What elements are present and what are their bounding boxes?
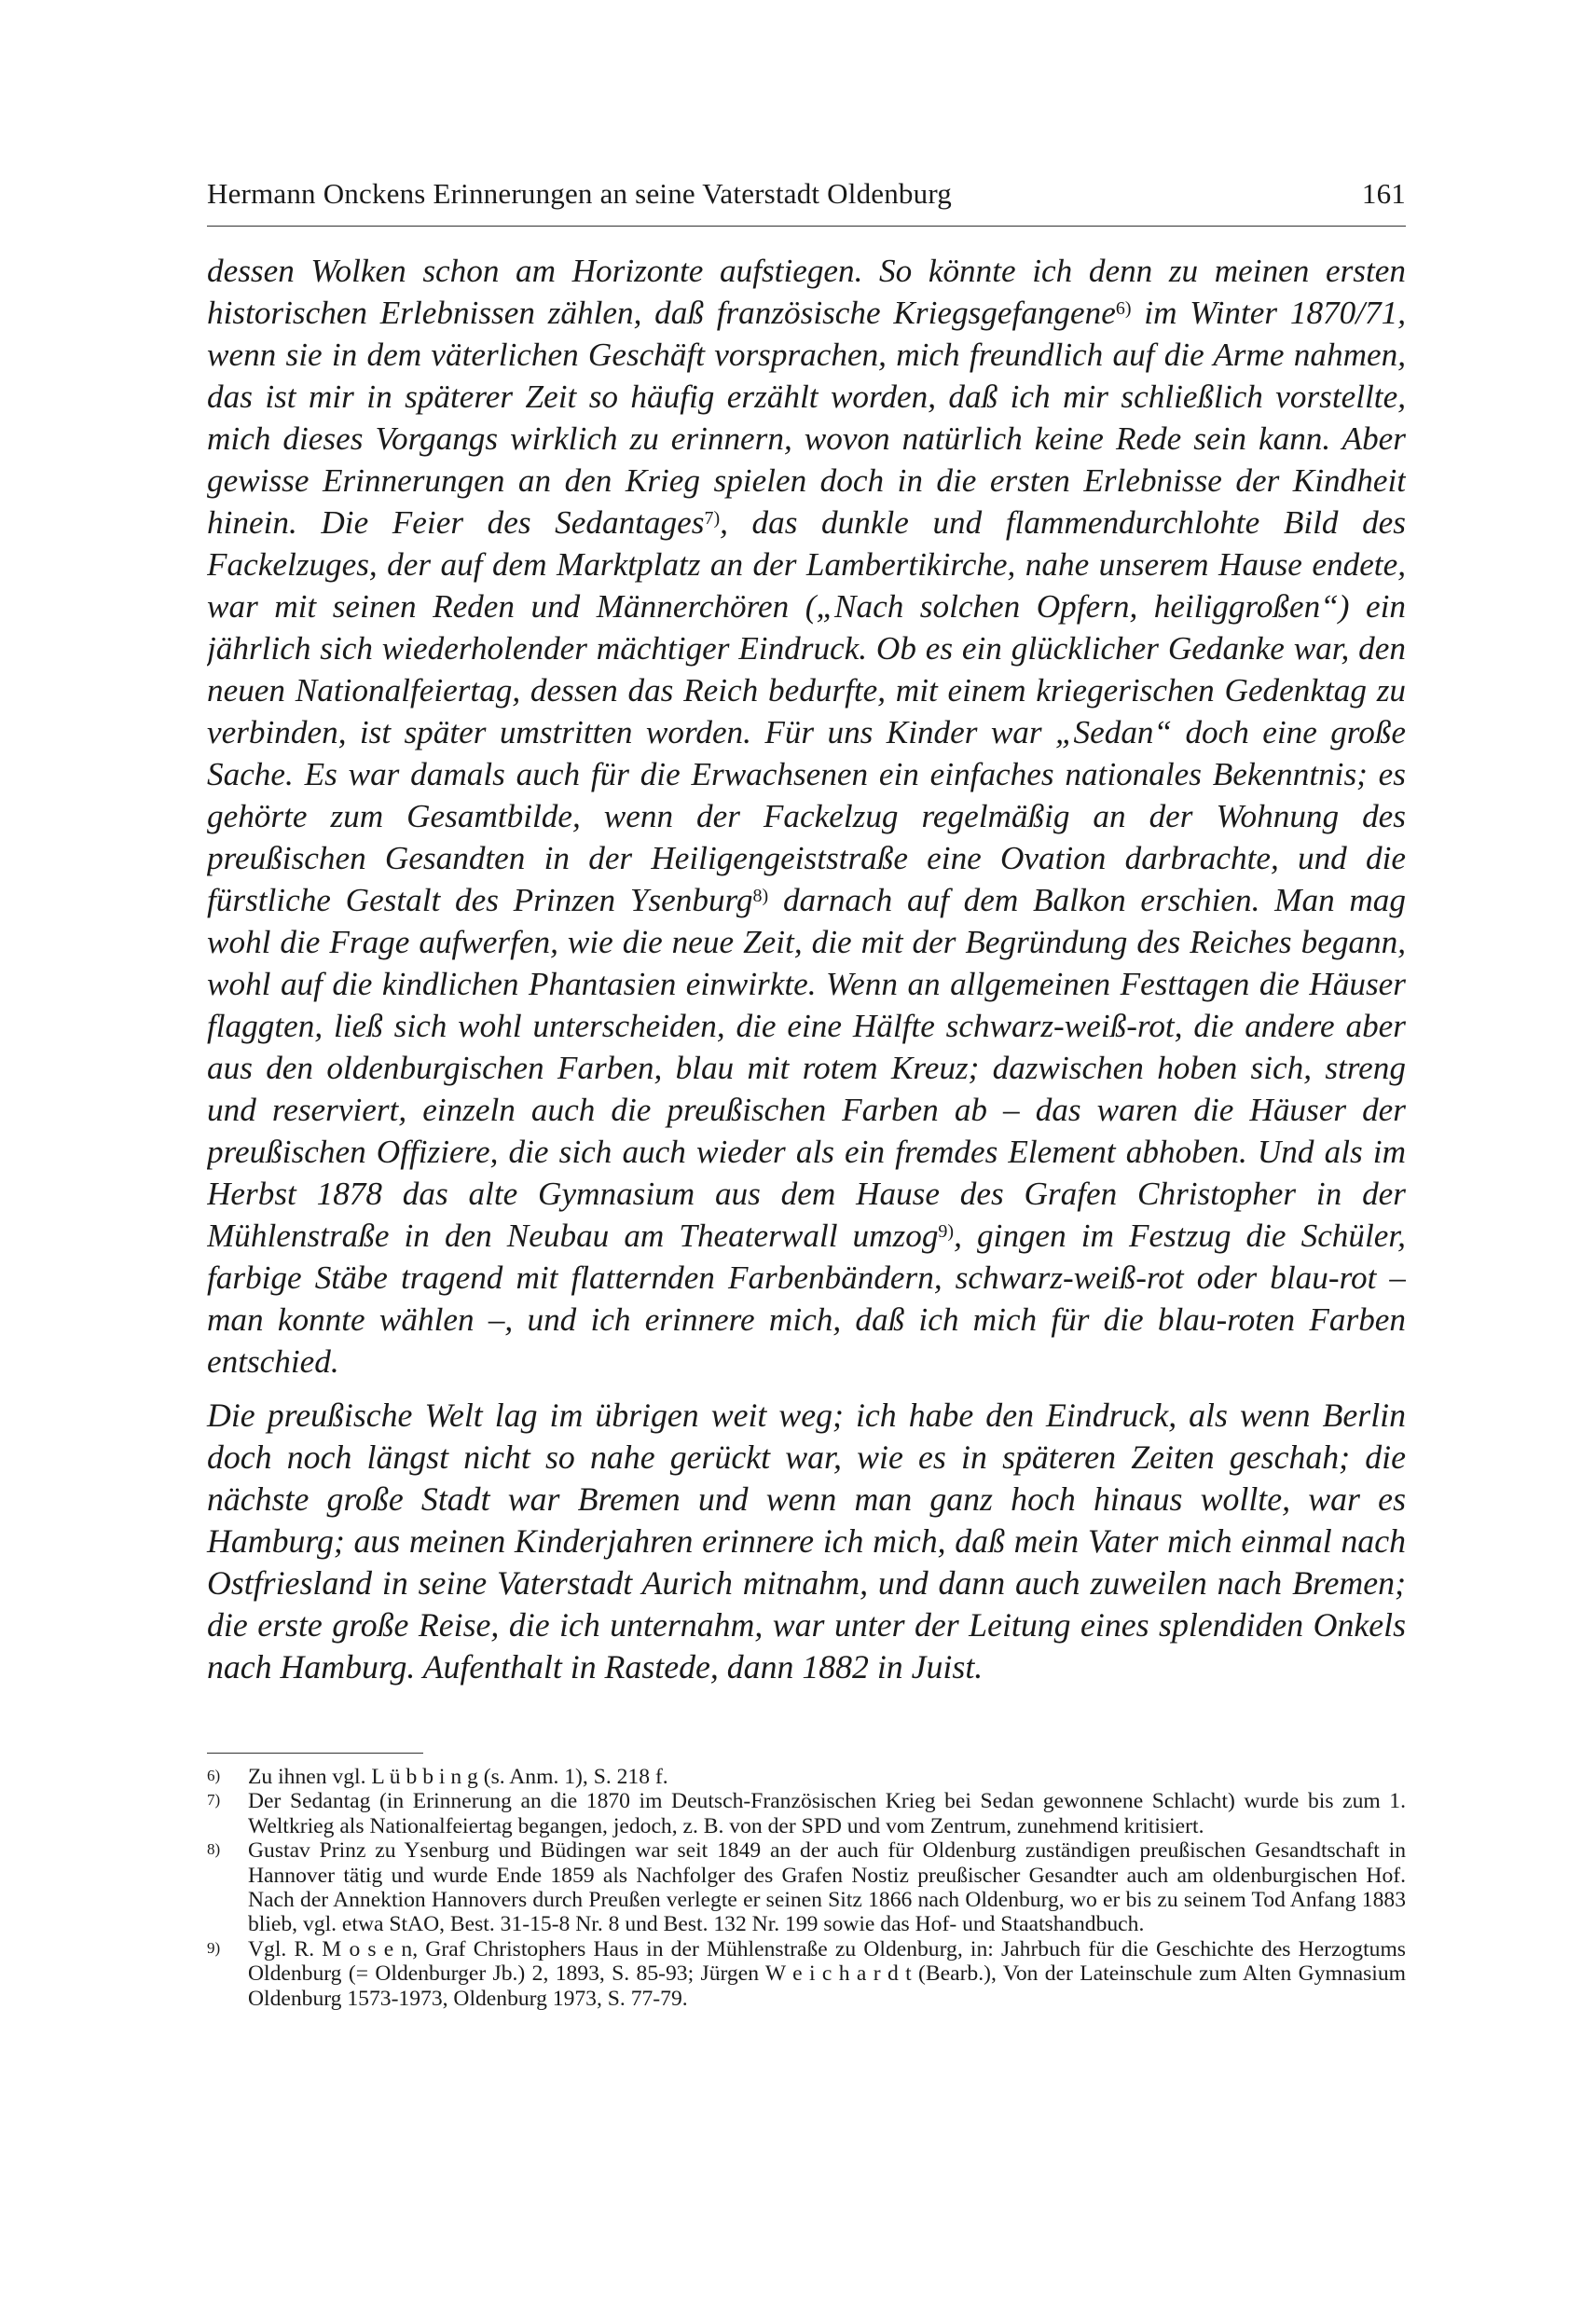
footnote-text: Vgl. R. M o s e n, Graf Christophers Haus in der Mühlenstraße zu Oldenburg, in: Jahrbuch für die Geschichte des Herzogtums Oldenburg (= Oldenburger Jb.) 2, 1893, S. 85-93; Jürgen W e i c h a r d t (Bearb.), Von der Lateinschule zum Alten Gymnasium Oldenburg 1573-1973, Oldenburg 1973, S. 77-79.: [248, 1936, 1406, 2011]
paragraph-1-text-a: dessen Wolken schon am Horizonte aufstiegen. So könnte ich denn zu meinen ersten historischen Erlebnissen zählen, daß französische Kriegsgefangene: [207, 253, 1406, 331]
footnote-marker: 6): [207, 1767, 221, 1784]
footnote-ref-8: 8): [752, 886, 769, 906]
footnote-6: [207, 1765, 1406, 1789]
page-number: 161: [1361, 177, 1406, 210]
footnote-marker: 9): [207, 1938, 221, 1957]
footnote-9: [207, 1937, 1406, 2011]
paragraph-1-text-c: , das dunkle und flammendurchlohte Bild des Fackelzuges, der auf dem Marktplatz an der Lambertikirche, nahe unserem Hause endete, war mit seinen Reden und Männerchören („Nach solchen Opfern, heiliggroßen“) ein jährlich sich wiederholender mächtiger Eindruck. Ob es ein glücklicher Gedanke war, den neuen Nationalfeiertag, dessen das Reich bedurfte, mit einem kriegerischen Gedenktag zu verbinden, ist später umstritten worden. Für uns Kinder war „Sedan“ doch eine große Sache. Es war damals auch für die Erwachsenen ein einfaches nationales Bekenntnis; es gehörte zum Gesamtbilde, wenn der Fackelzug regelmäßig an der Wohnung des preußischen Gesandten in der Heiligengeiststraße eine Ovation darbrachte, und die fürstliche Gestalt des Prinzen Ysenburg: [207, 504, 1406, 918]
paragraph-1: [207, 250, 1406, 1383]
footnote-8: [207, 1838, 1406, 1937]
footnote-marker: 7): [207, 1791, 221, 1810]
footnote-marker: 8): [207, 1840, 221, 1859]
running-head: [207, 166, 1406, 222]
footnote-text: Zu ihnen vgl. L ü b b i n g (s. Anm. 1), S. 218 f.: [248, 1765, 668, 1789]
paragraph-1-text-d: darnach auf dem Balkon erschien. Man mag wohl die Frage aufwerfen, wie die neue Zeit, die mit der Begründung des Reiches begann, wohl auf die kindlichen Phantasien einwirkte. Wenn an allgemeinen Festtagen die Häuser flaggten, ließ sich wohl unterscheiden, die eine Hälfte schwarz-weiß-rot, die andere aber aus den oldenburgischen Farben, blau mit rotem Kreuz; dazwischen hoben sich, streng und reserviert, einzeln auch die preußischen Farben ab – das waren die Häuser der preußischen Offiziere, die sich auch wieder als ein fremdes Element abhoben. Und als im Herbst 1878 das alte Gymnasium aus dem Hause des Grafen Christopher in der Mühlenstraße in den Neubau am Theaterwall umzog: [207, 882, 1406, 1254]
footnotes: [207, 1765, 1406, 2011]
footnote-text: Der Sedantag (in Erinnerung an die 1870 im Deutsch-Französischen Krieg bei Sedan gewonnene Schlacht) wurde bis zum 1. Weltkrieg als Nationalfeiertag begangen, jedoch, z. B. von der SPD und vom Zentrum, zunehmend kritisiert.: [248, 1789, 1406, 1838]
header-rule: [207, 226, 1406, 227]
paragraph-1-text-e: , gingen im Festzug die Schüler, farbige Stäbe tragend mit flatternden Farbenbändern, schwarz-weiß-rot oder blau-rot – man konnte wählen –, und ich erinnere mich, daß ich mich für die blau-roten Farben entschied.: [207, 1218, 1406, 1380]
running-title: Hermann Onckens Erinnerungen an seine Vaterstadt Oldenburg: [207, 177, 952, 210]
paragraph-2: Die preußische Welt lag im übrigen weit weg; ich habe den Eindruck, als wenn Berlin doch noch längst nicht so nahe gerückt war, wie es in späteren Zeiten geschah; die nächste große Stadt war Bremen und wenn man ganz hoch hinaus wollte, war es Hamburg; aus meinen Kinderjahren erinnere ich mich, daß mein Vater mich einmal nach Ostfriesland in seine Vaterstadt Aurich mitnahm, und dann auch zuweilen nach Bremen; die erste große Reise, die ich unternahm, war unter der Leitung eines splendiden Onkels nach Hamburg. Aufenthalt in Rastede, dann 1882 in Juist.: [207, 1397, 1406, 1686]
footnote-text: Gustav Prinz zu Ysenburg und Büdingen war seit 1849 an der auch für Oldenburg zuständigen preußischen Gesandtschaft in Hannover tätig und wurde Ende 1859 als Nachfolger des Grafen Nostiz preußischer Gesandter auch am oldenburgischen Hof. Nach der Annektion Hannovers durch Preußen verlegte er seinen Sitz 1866 nach Oldenburg, wo er bis zu seinem Tod Anfang 1883 blieb, vgl. etwa StAO, Best. 31-15-8 Nr. 8 und Best. 132 Nr. 199 sowie das Hof- und Staatshandbuch.: [248, 1838, 1406, 1937]
main-text: [207, 250, 1406, 1686]
footnote-7: [207, 1789, 1406, 1838]
footnote-ref-6: 6): [1115, 298, 1132, 319]
paragraph-1-text-b: im Winter 1870/71, wenn sie in dem väterlichen Geschäft vorsprachen, mich freundlich auf die Arme nahmen, das ist mir in späterer Zeit so häufig erzählt worden, daß ich mir schließlich vorstellte, mich dieses Vorgangs wirklich zu erinnern, wovon natürlich keine Rede sein kann. Aber gewisse Erinnerungen an den Krieg spielen doch in die ersten Erlebnisse der Kindheit hinein. Die Feier des Sedantages: [207, 295, 1406, 541]
footnote-rule: [207, 1753, 423, 1754]
footnote-ref-7: 7): [704, 508, 721, 529]
footnote-ref-9: 9): [938, 1221, 955, 1242]
